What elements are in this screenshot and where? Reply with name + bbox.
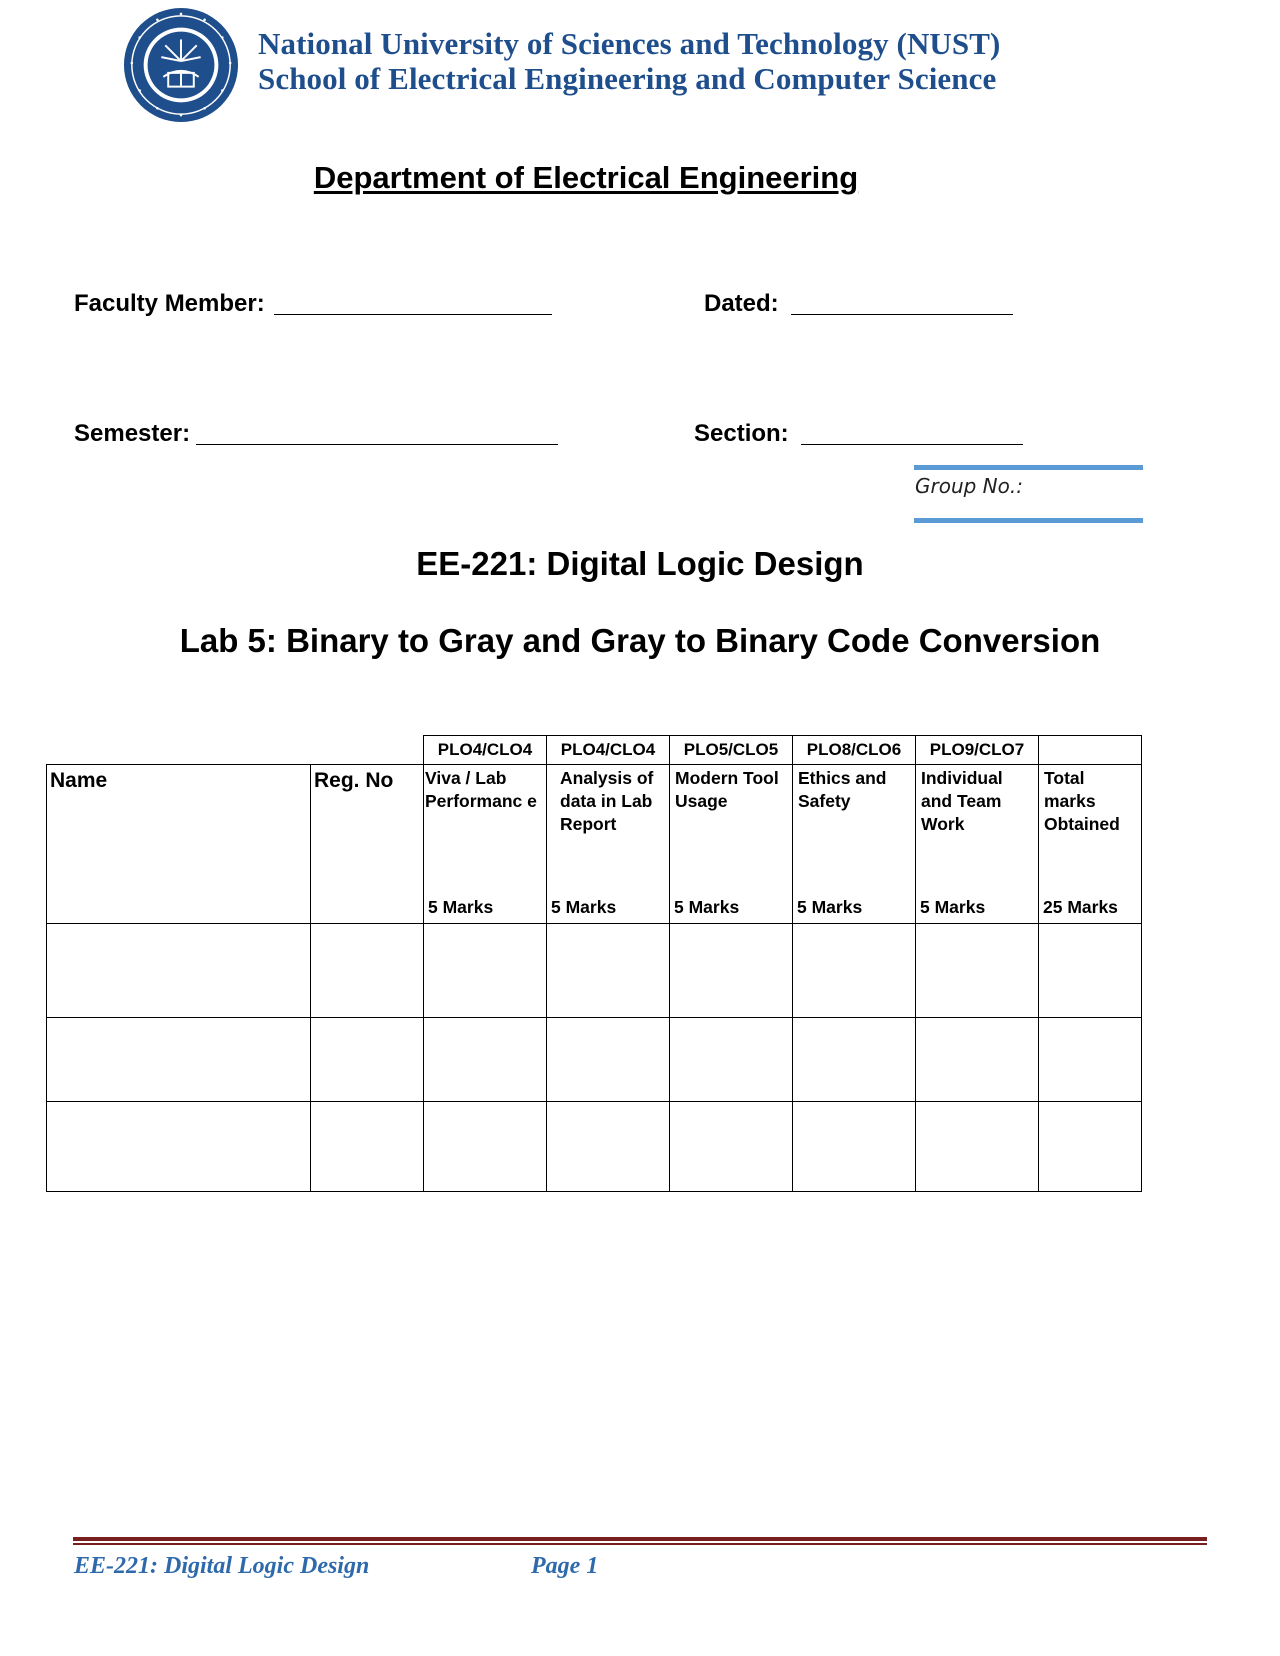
faculty-member-blank[interactable] bbox=[274, 314, 552, 315]
footer-page-number: Page 1 bbox=[531, 1553, 599, 1579]
name-header bbox=[47, 765, 311, 924]
footer-course: EE-221: Digital Logic Design bbox=[74, 1553, 370, 1579]
section-label: Section: bbox=[694, 420, 789, 447]
dated-blank[interactable] bbox=[791, 314, 1013, 315]
plo-cell bbox=[1039, 736, 1142, 765]
reg-no-cell[interactable] bbox=[311, 924, 424, 1018]
lab-title: Lab 5: Binary to Gray and Gray to Binary Code Conversion bbox=[179, 622, 1101, 659]
criteria-label: Viva / Lab Performanc e bbox=[425, 768, 537, 811]
student-name-cell[interactable] bbox=[47, 924, 311, 1018]
reg-no-cell[interactable] bbox=[311, 1018, 424, 1102]
score-cell[interactable] bbox=[424, 1018, 547, 1102]
criteria-marks: 5 Marks bbox=[797, 897, 863, 917]
reg-no-cell[interactable] bbox=[311, 1102, 424, 1192]
department-title: Department of Electrical Engineering bbox=[313, 160, 859, 195]
reg-no-header bbox=[311, 765, 424, 924]
criteria-header bbox=[793, 765, 916, 924]
semester-blank[interactable] bbox=[196, 444, 558, 445]
score-cell[interactable] bbox=[916, 924, 1039, 1018]
plo-cell: PLO4/CLO4 bbox=[424, 736, 547, 765]
criteria-marks: 5 Marks bbox=[428, 897, 494, 917]
criteria-header bbox=[916, 765, 1039, 924]
blank-cell bbox=[311, 736, 424, 765]
student-name-cell[interactable] bbox=[47, 1018, 311, 1102]
reg-no-header-label: Reg. No bbox=[314, 769, 394, 792]
blank-cell bbox=[47, 736, 311, 765]
score-cell[interactable] bbox=[916, 1102, 1039, 1192]
student-name-cell[interactable] bbox=[47, 1102, 311, 1192]
group-rule-bottom bbox=[914, 518, 1143, 523]
total-cell[interactable] bbox=[1039, 1018, 1142, 1102]
criteria-marks: 5 Marks bbox=[551, 897, 617, 917]
total-cell[interactable] bbox=[1039, 1102, 1142, 1192]
score-cell[interactable] bbox=[670, 1102, 793, 1192]
table-row bbox=[47, 924, 1142, 1018]
group-number-label: Group No.: bbox=[915, 474, 1023, 498]
faculty-member-label: Faculty Member: bbox=[74, 290, 265, 317]
criteria-label: Ethics and Safety bbox=[798, 768, 887, 811]
name-header-label: Name bbox=[50, 769, 108, 792]
score-cell[interactable] bbox=[424, 1102, 547, 1192]
score-cell[interactable] bbox=[547, 1102, 670, 1192]
section-blank[interactable] bbox=[801, 444, 1023, 445]
total-header bbox=[1039, 765, 1142, 924]
criteria-marks: 5 Marks bbox=[920, 897, 986, 917]
criteria-header bbox=[670, 765, 793, 924]
score-cell[interactable] bbox=[793, 1102, 916, 1192]
score-cell[interactable] bbox=[670, 924, 793, 1018]
nust-logo-icon bbox=[122, 6, 240, 124]
group-rule-top bbox=[914, 465, 1143, 470]
score-cell[interactable] bbox=[547, 924, 670, 1018]
table-row bbox=[47, 1018, 1142, 1102]
dated-label: Dated: bbox=[704, 290, 779, 317]
plo-cell: PLO8/CLO6 bbox=[793, 736, 916, 765]
total-label: Total marks Obtained bbox=[1044, 768, 1120, 834]
table-row bbox=[47, 1102, 1142, 1192]
footer-rule-thin bbox=[73, 1543, 1207, 1545]
criteria-label: Individual and Team Work bbox=[921, 768, 1003, 834]
score-cell[interactable] bbox=[670, 1018, 793, 1102]
total-marks: 25 Marks bbox=[1043, 897, 1118, 917]
criteria-label: Analysis of data in Lab Report bbox=[560, 768, 654, 834]
footer-rule bbox=[73, 1537, 1207, 1541]
score-cell[interactable] bbox=[793, 924, 916, 1018]
criteria-marks: 5 Marks bbox=[674, 897, 740, 917]
total-cell[interactable] bbox=[1039, 924, 1142, 1018]
semester-label: Semester: bbox=[74, 420, 191, 447]
score-cell[interactable] bbox=[547, 1018, 670, 1102]
university-name: National University of Sciences and Technology (NUST) bbox=[258, 26, 1001, 61]
grading-table bbox=[46, 735, 1142, 1192]
score-cell[interactable] bbox=[424, 924, 547, 1018]
criteria-header bbox=[547, 765, 670, 924]
plo-cell: PLO9/CLO7 bbox=[916, 736, 1039, 765]
course-title: EE-221: Digital Logic Design bbox=[416, 545, 864, 582]
criteria-label: Modern Tool Usage bbox=[675, 768, 779, 811]
score-cell[interactable] bbox=[793, 1018, 916, 1102]
score-cell[interactable] bbox=[916, 1018, 1039, 1102]
school-name: School of Electrical Engineering and Computer Science bbox=[258, 61, 997, 96]
criteria-header bbox=[424, 765, 547, 924]
plo-cell: PLO4/CLO4 bbox=[547, 736, 670, 765]
plo-cell: PLO5/CLO5 bbox=[670, 736, 793, 765]
